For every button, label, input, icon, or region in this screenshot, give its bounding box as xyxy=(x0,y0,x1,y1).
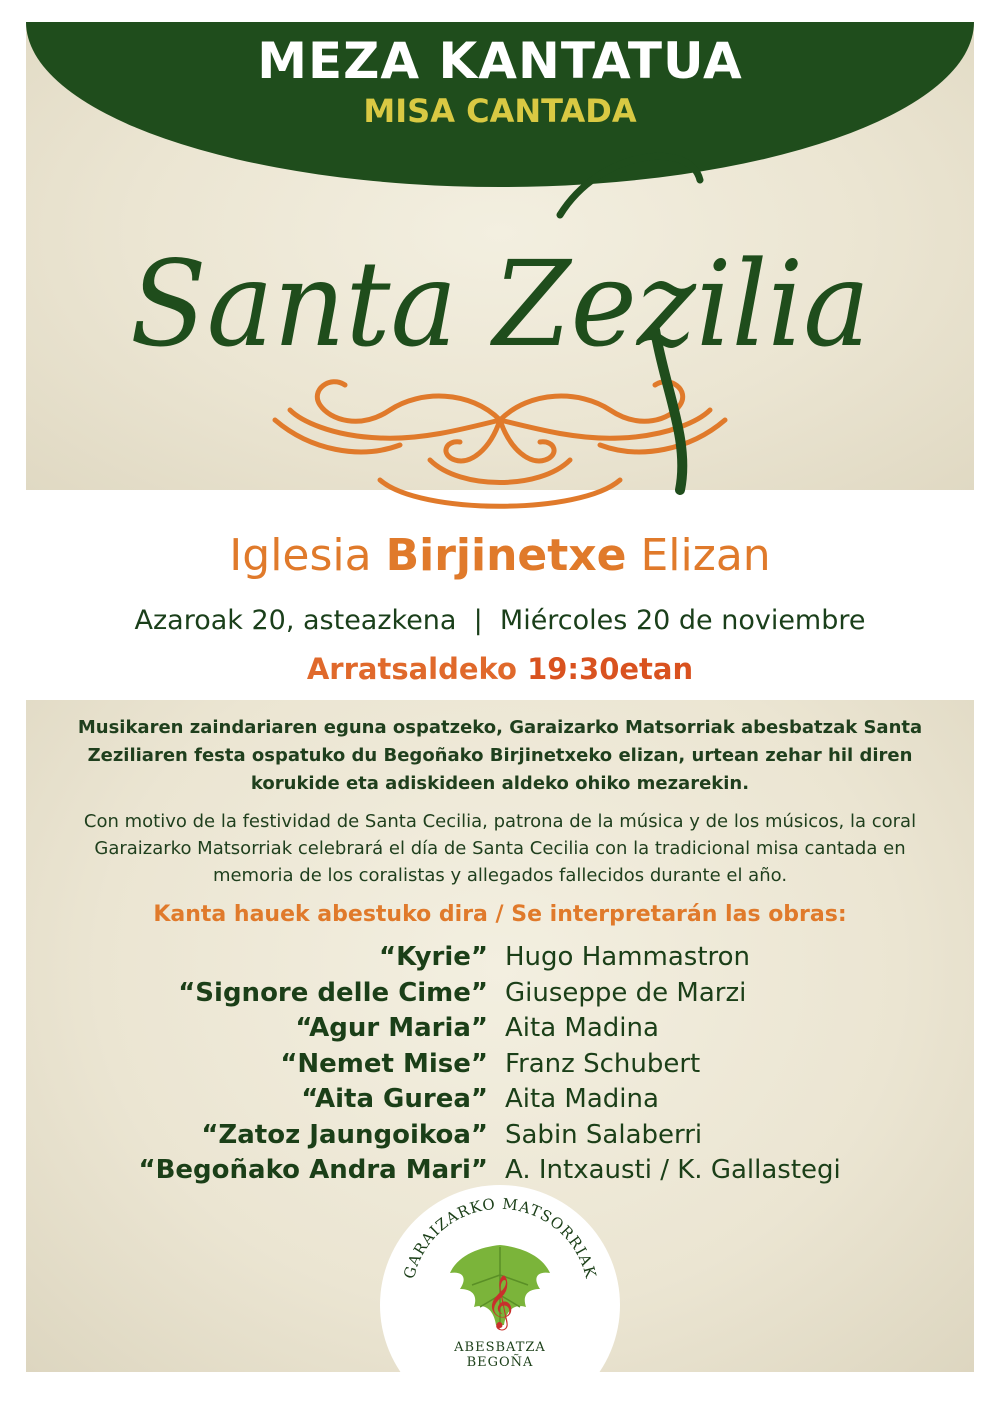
works-list xyxy=(0,942,1000,1191)
work-composer: Giuseppe de Marzi xyxy=(505,977,747,1008)
list-item xyxy=(0,1084,1000,1120)
choir-logo xyxy=(380,1185,620,1385)
header-title: MEZA KANTATUA xyxy=(257,32,743,90)
work-title: “Begoñako Andra Mari” xyxy=(138,1155,488,1185)
work-composer: Aita Madina xyxy=(505,1084,659,1114)
time-label: Arratsaldeko xyxy=(306,652,517,686)
time-value: 19:30etan xyxy=(527,652,694,686)
treble-clef-icon xyxy=(486,1274,513,1330)
svg-text:𝄞: 𝄞 xyxy=(486,1274,514,1328)
description-basque: Musikaren zaindariaren eguna ospatzeko, Garaizarko Matsorriak abesbatzak Santa Zeziliaren festa ospatuko du Begoñako Birjinetxeko elizan, urtean zehar hil diren korukide eta adiskideen aldeko ohiko mezarekin. xyxy=(77,717,923,794)
event-title: Santa Zezilia xyxy=(130,235,870,373)
header-subtitle: MISA CANTADA xyxy=(363,92,637,130)
time-line xyxy=(0,652,1000,686)
venue-name: Birjinetxe xyxy=(385,530,627,581)
date-line: Azaroak 20, asteazkena | Miércoles 20 de noviembre xyxy=(134,605,866,636)
work-composer: Sabin Salaberri xyxy=(505,1119,703,1150)
venue-prefix: Iglesia xyxy=(229,530,372,581)
ornamental-flourish xyxy=(275,382,725,506)
venue-line xyxy=(0,530,1000,581)
list-item xyxy=(0,942,1000,978)
list-item xyxy=(0,1049,1000,1085)
description-spanish: Con motivo de la festividad de Santa Cecilia, patrona de la música y de los músicos, la coral Garaizarko Matsorriak celebrará el día de Santa Cecilia con la tradicional misa cantada en memoria de los coralistas y allegados fallecidos durante el año. xyxy=(83,811,917,886)
work-title: “Kyrie” xyxy=(379,942,488,972)
work-composer: Franz Schubert xyxy=(505,1048,701,1079)
logo-caption xyxy=(380,1340,620,1370)
work-composer: Aita Madina xyxy=(505,1013,659,1043)
works-heading: Kanta hauek abestuko dira / Se interpretarán las obras: xyxy=(153,902,847,927)
title-swash xyxy=(560,156,700,215)
list-item xyxy=(0,1013,1000,1049)
work-composer: A. Intxausti / K. Gallastegi xyxy=(505,1155,841,1185)
logo-line2: BEGOÑA xyxy=(466,1355,534,1370)
list-item xyxy=(0,978,1000,1014)
work-title: “Signore delle Cime” xyxy=(178,977,488,1008)
logo-arc-text: GARAIZARKO MATSORRIAK xyxy=(400,1194,600,1281)
work-composer: Hugo Hammastron xyxy=(505,942,751,972)
work-title: “Agur Maria” xyxy=(295,1013,488,1043)
work-title: “Nemet Mise” xyxy=(280,1048,488,1079)
list-item xyxy=(0,1120,1000,1156)
work-title: “Zatoz Jaungoikoa” xyxy=(201,1119,488,1150)
venue-suffix: Elizan xyxy=(640,530,771,581)
work-title: “Aita Gurea” xyxy=(301,1084,488,1114)
event-title-graphic xyxy=(0,120,1000,520)
logo-line1: ABESBATZA xyxy=(454,1340,546,1355)
